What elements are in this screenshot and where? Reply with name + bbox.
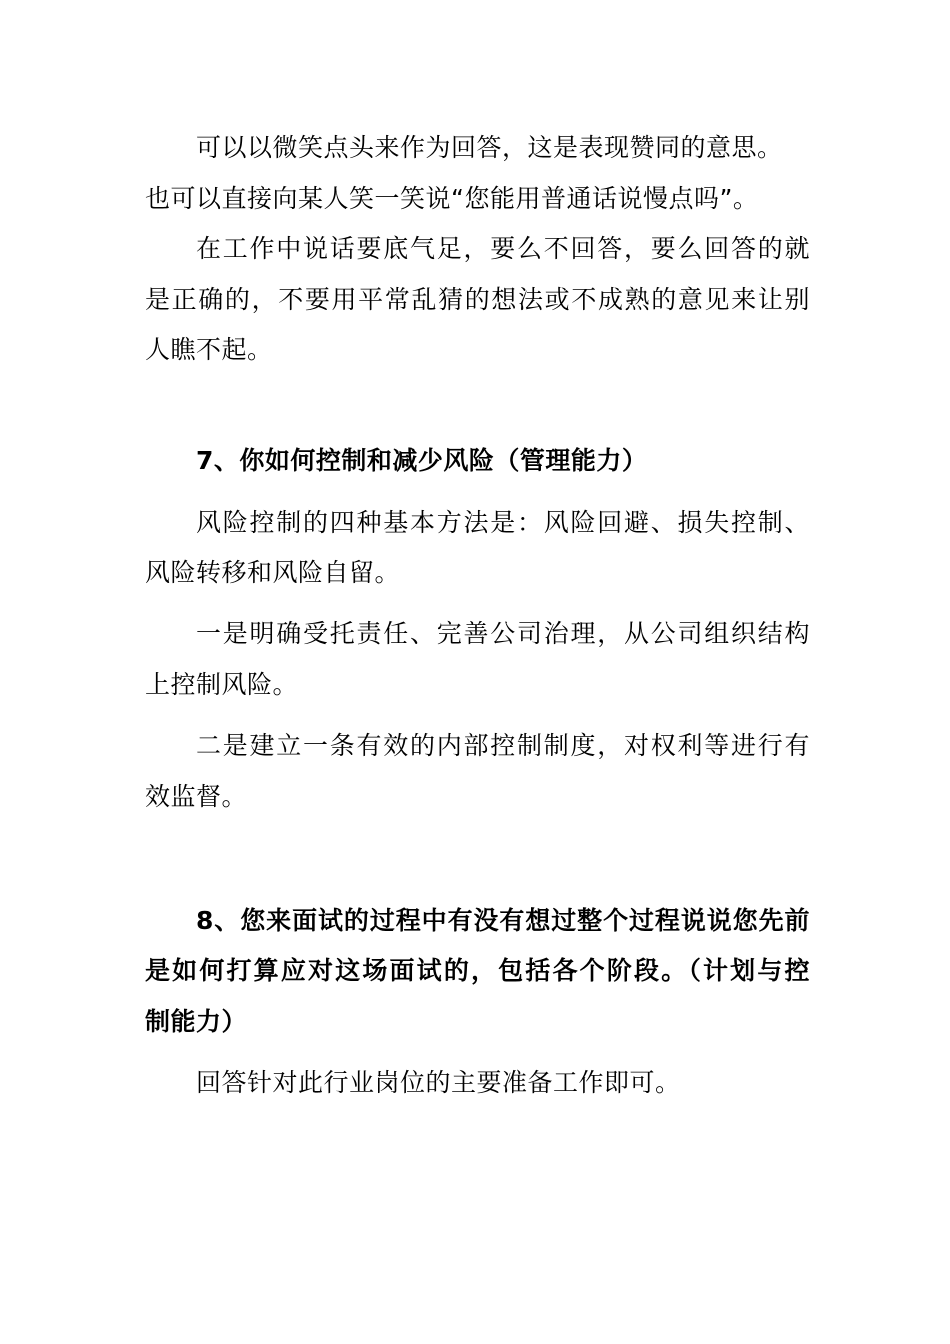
section-heading: 7、你如何控制和减少风险（管理能力） — [196, 446, 648, 475]
paragraph-line: 在工作中说话要底气足，要么不回答，要么回答的就 — [196, 234, 810, 263]
paragraph-line: 风险转移和风险自留。 — [145, 558, 401, 587]
paragraph-line: 回答针对此行业岗位的主要准备工作即可。 — [196, 1068, 681, 1097]
paragraph-line: 也可以直接向某人笑一笑说“您能用普通话说慢点吗”。 — [145, 184, 759, 213]
paragraph-line: 人瞧不起。 — [145, 335, 273, 364]
paragraph-line: 二是建立一条有效的内部控制制度，对权利等进行有 — [196, 731, 810, 760]
paragraph-line: 风险控制的四种基本方法是：风险回避、损失控制、 — [196, 508, 810, 537]
paragraph-line: 一是明确受托责任、完善公司治理，从公司组织结构 — [196, 619, 810, 648]
section-heading: 8、您来面试的过程中有没有想过整个过程说说您先前 — [196, 906, 810, 935]
paragraph-line: 是正确的，不要用平常乱猜的想法或不成熟的意见来让别 — [145, 285, 810, 314]
section-heading: 制能力） — [145, 1007, 248, 1036]
paragraph-line: 可以以微笑点头来作为回答，这是表现赞同的意思。 — [196, 133, 783, 162]
section-heading: 是如何打算应对这场面试的，包括各个阶段。（计划与控 — [145, 956, 810, 985]
paragraph-line: 效监督。 — [145, 782, 248, 811]
paragraph-line: 上控制风险。 — [145, 670, 299, 699]
